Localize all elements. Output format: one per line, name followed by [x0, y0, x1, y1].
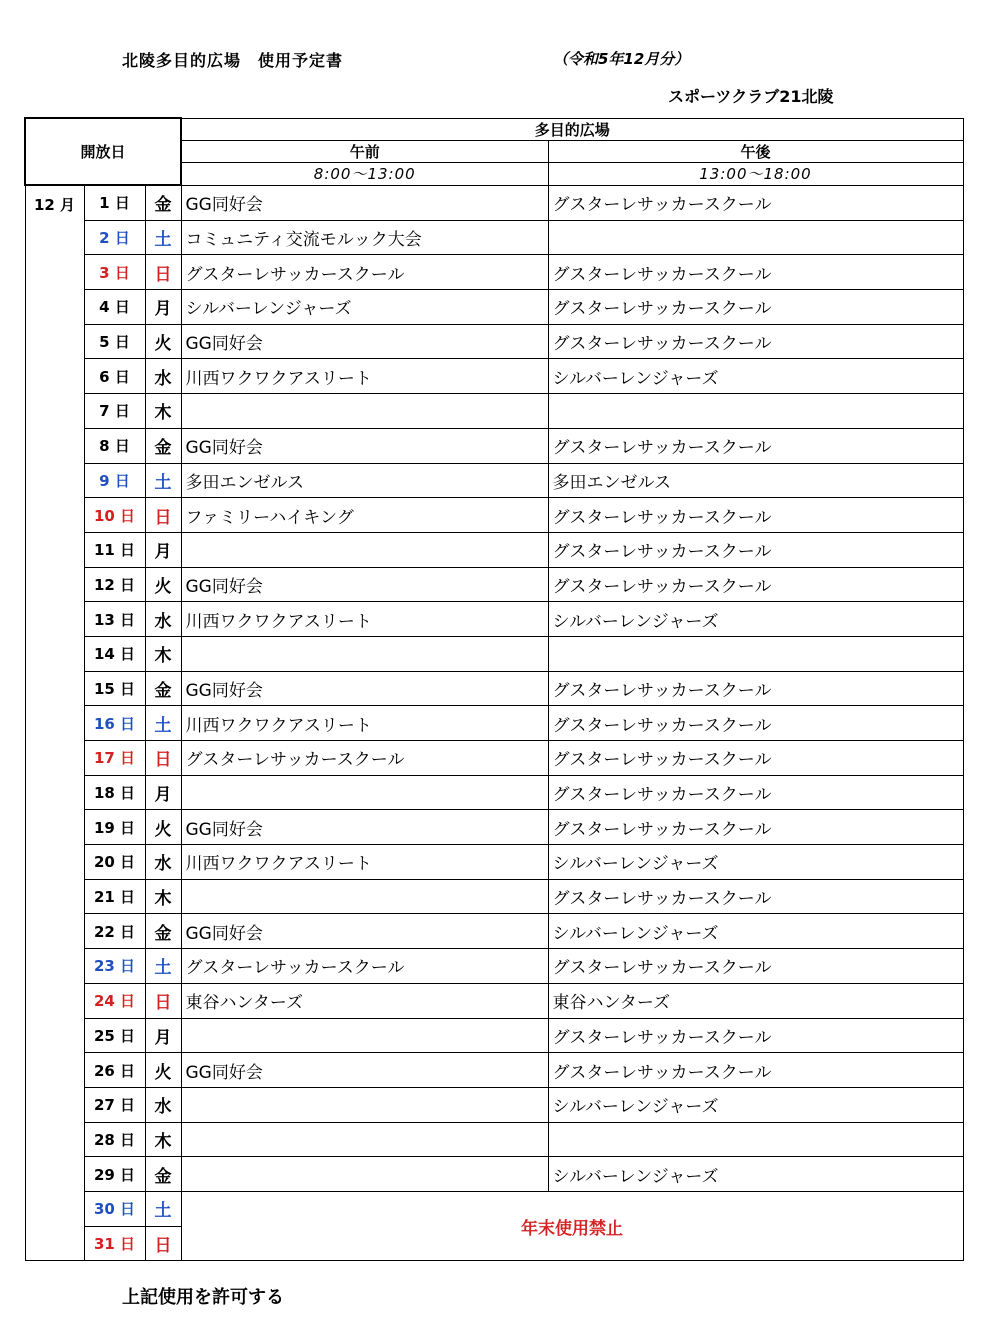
- day-number: 1 日: [84, 185, 145, 220]
- day-number: 18 日: [84, 775, 145, 810]
- morning-event: 川西ワクワクアスリート: [181, 706, 548, 741]
- afternoon-event: 多田エンゼルス: [548, 463, 963, 498]
- day-number: 16 日: [84, 706, 145, 741]
- morning-event: コミュニティ交流モルック大会: [181, 220, 548, 255]
- morning-event: 多田エンゼルス: [181, 463, 548, 498]
- table-row: [25, 879, 963, 914]
- weekday: 土: [145, 220, 181, 255]
- table-row: [25, 220, 963, 255]
- weekday: 月: [145, 1018, 181, 1053]
- weekday: 水: [145, 602, 181, 637]
- table-row: [25, 359, 963, 394]
- morning-event: グスターレサッカースクール: [181, 741, 548, 776]
- morning-event: GG同好会: [181, 671, 548, 706]
- day-number: 15 日: [84, 671, 145, 706]
- day-number: 20 日: [84, 845, 145, 880]
- afternoon-event: グスターレサッカースクール: [548, 810, 963, 845]
- afternoon-event: グスターレサッカースクール: [548, 324, 963, 359]
- morning-event: [181, 1018, 548, 1053]
- weekday: 金: [145, 671, 181, 706]
- morning-event: GG同好会: [181, 428, 548, 463]
- weekday: 日: [145, 498, 181, 533]
- table-row: [25, 741, 963, 776]
- table-row: [25, 532, 963, 567]
- weekday: 水: [145, 845, 181, 880]
- afternoon-event: シルバーレンジャーズ: [548, 1157, 963, 1192]
- afternoon-event: [548, 636, 963, 671]
- morning-event: [181, 775, 548, 810]
- afternoon-event: グスターレサッカースクール: [548, 498, 963, 533]
- afternoon-event: グスターレサッカースクール: [548, 567, 963, 602]
- weekday: 月: [145, 775, 181, 810]
- weekday: 火: [145, 810, 181, 845]
- afternoon-event: グスターレサッカースクール: [548, 532, 963, 567]
- afternoon-event: グスターレサッカースクール: [548, 428, 963, 463]
- afternoon-event: グスターレサッカースクール: [548, 1053, 963, 1088]
- weekday: 金: [145, 1157, 181, 1192]
- morning-event: ファミリーハイキング: [181, 498, 548, 533]
- organization-name: スポーツクラブ21北陵: [668, 87, 834, 106]
- day-number: 26 日: [84, 1053, 145, 1088]
- weekday: 金: [145, 914, 181, 949]
- day-number: 28 日: [84, 1122, 145, 1157]
- weekday: 土: [145, 706, 181, 741]
- morning-event: [181, 1087, 548, 1122]
- day-number: 19 日: [84, 810, 145, 845]
- afternoon-event: グスターレサッカースクール: [548, 255, 963, 290]
- morning-event: 東谷ハンターズ: [181, 983, 548, 1018]
- approval-note: 上記使用を許可する: [122, 1287, 284, 1308]
- day-number: 4 日: [84, 290, 145, 325]
- morning-event: GG同好会: [181, 914, 548, 949]
- weekday: 日: [145, 255, 181, 290]
- table-row: [25, 1087, 963, 1122]
- morning-event: グスターレサッカースクール: [181, 255, 548, 290]
- afternoon-header: 午後: [548, 140, 963, 162]
- morning-event: [181, 1157, 548, 1192]
- month-cell: 12 月: [25, 185, 84, 1261]
- day-number: 27 日: [84, 1087, 145, 1122]
- weekday: 火: [145, 567, 181, 602]
- day-number: 5 日: [84, 324, 145, 359]
- morning-event: シルバーレンジャーズ: [181, 290, 548, 325]
- day-number: 25 日: [84, 1018, 145, 1053]
- document-title: 北陵多目的広場 使用予定書: [122, 51, 344, 70]
- table-row: [25, 185, 963, 220]
- table-row: [25, 845, 963, 880]
- table-row: [25, 949, 963, 984]
- morning-time-header: 8:00～13:00: [181, 162, 548, 185]
- day-number: 9 日: [84, 463, 145, 498]
- day-number: 22 日: [84, 914, 145, 949]
- weekday: 水: [145, 359, 181, 394]
- day-number: 29 日: [84, 1157, 145, 1192]
- afternoon-event: シルバーレンジャーズ: [548, 602, 963, 637]
- weekday: 金: [145, 428, 181, 463]
- morning-event: 川西ワクワクアスリート: [181, 359, 548, 394]
- morning-event: [181, 394, 548, 429]
- table-row: [25, 706, 963, 741]
- afternoon-event: グスターレサッカースクール: [548, 185, 963, 220]
- table-row: [25, 498, 963, 533]
- afternoon-event: シルバーレンジャーズ: [548, 914, 963, 949]
- table-row: [25, 1018, 963, 1053]
- table-row: [25, 290, 963, 325]
- day-number: 13 日: [84, 602, 145, 637]
- morning-event: GG同好会: [181, 324, 548, 359]
- weekday: 木: [145, 394, 181, 429]
- weekday: 木: [145, 636, 181, 671]
- table-row: [25, 914, 963, 949]
- afternoon-event: グスターレサッカースクール: [548, 1018, 963, 1053]
- morning-event: GG同好会: [181, 185, 548, 220]
- day-number: 3 日: [84, 255, 145, 290]
- weekday: 木: [145, 879, 181, 914]
- table-row: [25, 428, 963, 463]
- afternoon-event: グスターレサッカースクール: [548, 775, 963, 810]
- weekday: 火: [145, 324, 181, 359]
- schedule-table: [24, 117, 964, 1261]
- afternoon-event: シルバーレンジャーズ: [548, 1087, 963, 1122]
- afternoon-event: グスターレサッカースクール: [548, 290, 963, 325]
- weekday: 月: [145, 290, 181, 325]
- table-row: [25, 1191, 963, 1226]
- weekday: 日: [145, 1226, 181, 1261]
- table-row: [25, 463, 963, 498]
- day-number: 7 日: [84, 394, 145, 429]
- weekday: 金: [145, 185, 181, 220]
- day-number: 30 日: [84, 1191, 145, 1226]
- morning-event: [181, 532, 548, 567]
- afternoon-event: グスターレサッカースクール: [548, 706, 963, 741]
- weekday: 木: [145, 1122, 181, 1157]
- table-row: [25, 671, 963, 706]
- weekday: 土: [145, 949, 181, 984]
- year-end-closed-notice: 年末使用禁止: [181, 1191, 963, 1260]
- day-number: 17 日: [84, 741, 145, 776]
- table-row: [25, 983, 963, 1018]
- morning-event: GG同好会: [181, 810, 548, 845]
- venue-header: 多目的広場: [181, 118, 963, 140]
- open-day-header: 開放日: [25, 118, 181, 185]
- day-number: 31 日: [84, 1226, 145, 1261]
- afternoon-event: グスターレサッカースクール: [548, 671, 963, 706]
- afternoon-event: グスターレサッカースクール: [548, 879, 963, 914]
- weekday: 水: [145, 1087, 181, 1122]
- table-row: [25, 810, 963, 845]
- morning-event: [181, 1122, 548, 1157]
- afternoon-event: シルバーレンジャーズ: [548, 359, 963, 394]
- day-number: 12 日: [84, 567, 145, 602]
- weekday: 火: [145, 1053, 181, 1088]
- table-row: [25, 324, 963, 359]
- weekday: 月: [145, 532, 181, 567]
- afternoon-event: 東谷ハンターズ: [548, 983, 963, 1018]
- afternoon-time-header: 13:00～18:00: [548, 162, 963, 185]
- weekday: 土: [145, 463, 181, 498]
- day-number: 23 日: [84, 949, 145, 984]
- period-label: （令和5年12月分）: [553, 50, 690, 68]
- morning-event: GG同好会: [181, 1053, 548, 1088]
- afternoon-event: グスターレサッカースクール: [548, 949, 963, 984]
- day-number: 6 日: [84, 359, 145, 394]
- morning-event: [181, 879, 548, 914]
- morning-event: 川西ワクワクアスリート: [181, 845, 548, 880]
- afternoon-event: [548, 1122, 963, 1157]
- day-number: 24 日: [84, 983, 145, 1018]
- morning-event: 川西ワクワクアスリート: [181, 602, 548, 637]
- morning-event: グスターレサッカースクール: [181, 949, 548, 984]
- table-row: [25, 1157, 963, 1192]
- afternoon-event: [548, 394, 963, 429]
- day-number: 21 日: [84, 879, 145, 914]
- weekday: 土: [145, 1191, 181, 1226]
- table-row: [25, 636, 963, 671]
- morning-event: [181, 636, 548, 671]
- day-number: 11 日: [84, 532, 145, 567]
- table-row: [25, 394, 963, 429]
- day-number: 2 日: [84, 220, 145, 255]
- table-row: [25, 1122, 963, 1157]
- morning-header: 午前: [181, 140, 548, 162]
- day-number: 8 日: [84, 428, 145, 463]
- table-row: [25, 775, 963, 810]
- table-row: [25, 255, 963, 290]
- morning-event: GG同好会: [181, 567, 548, 602]
- afternoon-event: グスターレサッカースクール: [548, 741, 963, 776]
- weekday: 日: [145, 741, 181, 776]
- table-row: [25, 567, 963, 602]
- afternoon-event: [548, 220, 963, 255]
- afternoon-event: シルバーレンジャーズ: [548, 845, 963, 880]
- table-row: [25, 1053, 963, 1088]
- table-row: [25, 602, 963, 637]
- day-number: 14 日: [84, 636, 145, 671]
- day-number: 10 日: [84, 498, 145, 533]
- weekday: 日: [145, 983, 181, 1018]
